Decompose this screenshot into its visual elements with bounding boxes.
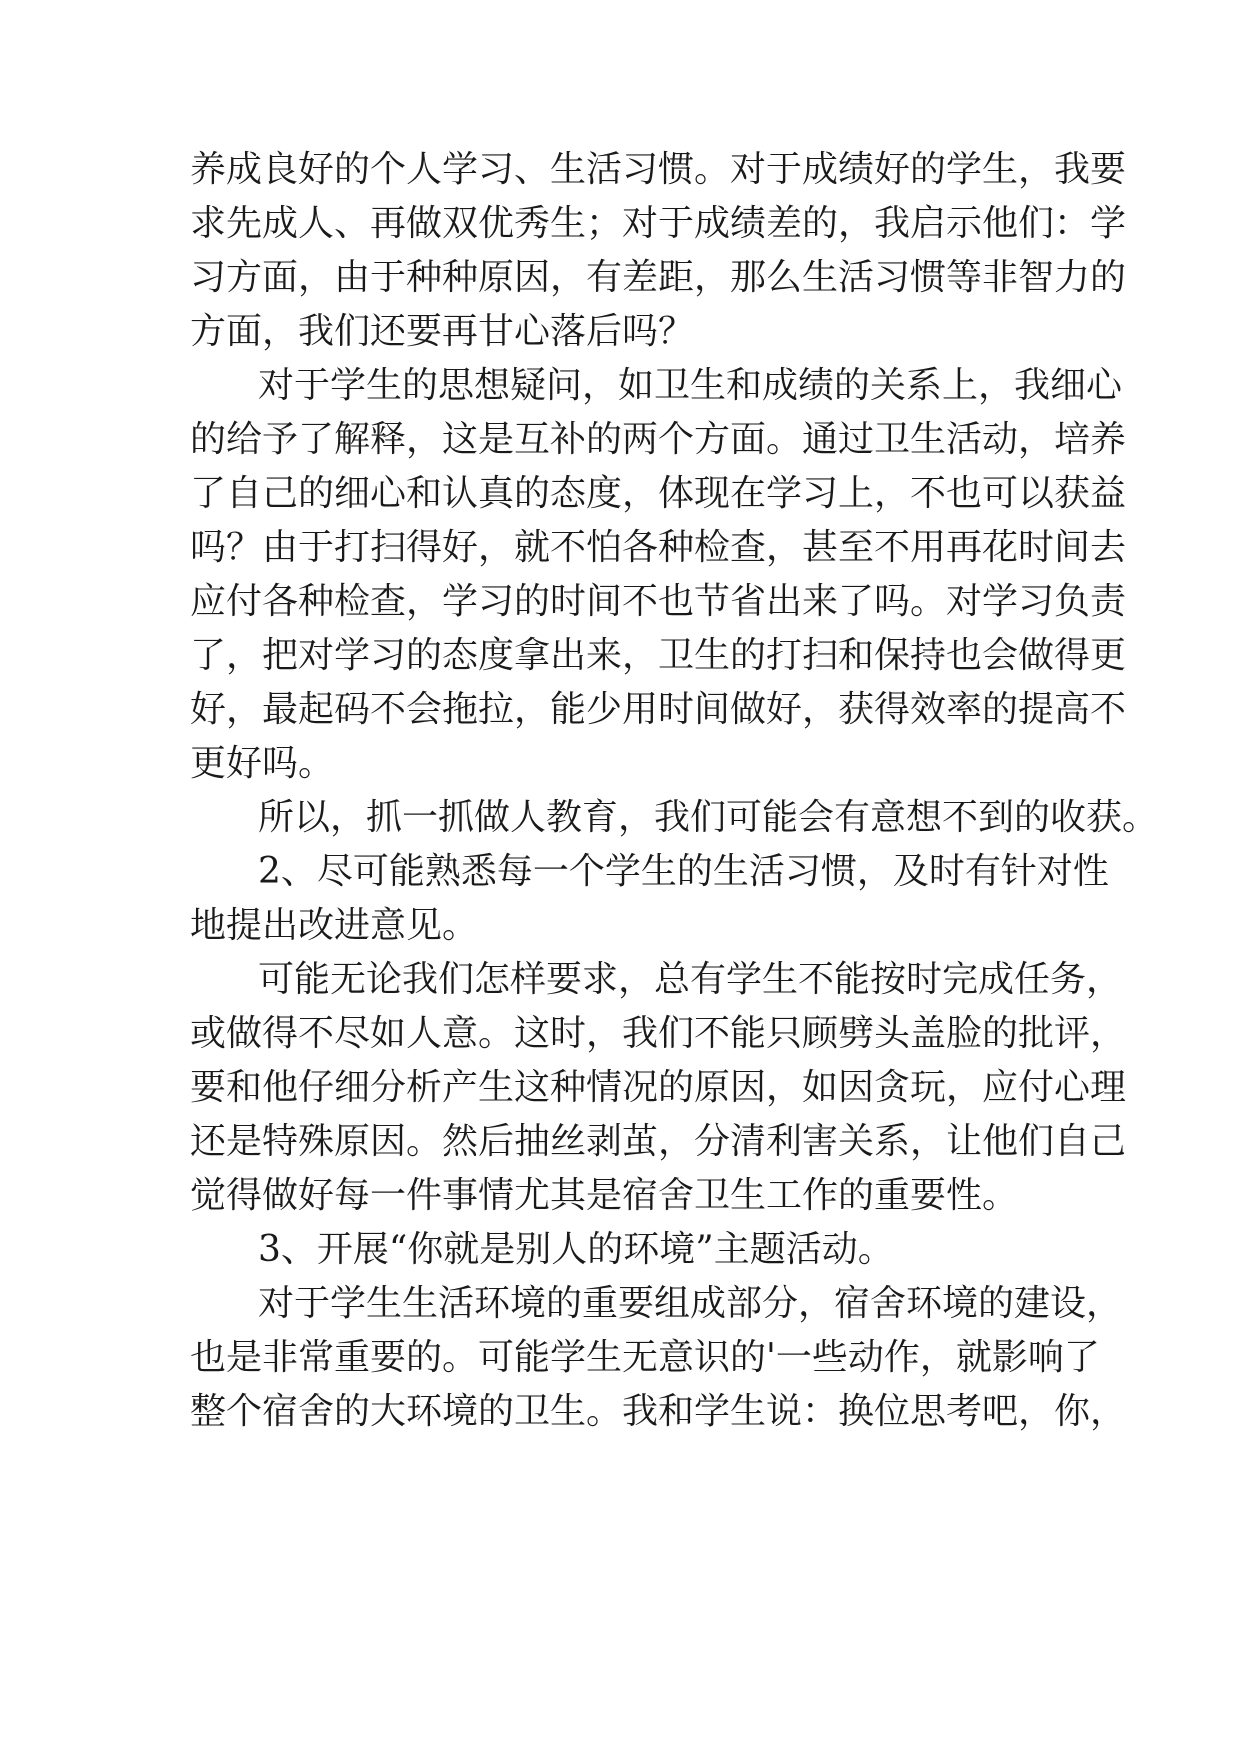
text-line: 要和他仔细分析产生这种情况的原因，如因贪玩，应付心理 [190, 1067, 1127, 1108]
paragraph-first-line: 可能无论我们怎样要求，总有学生不能按时完成任务， [258, 959, 1123, 1000]
section-heading-2: 2、尽可能熟悉每一个学生的生活习惯，及时有针对性 [258, 851, 1109, 892]
text-line: 应付各种检查，学习的时间不也节省出来了吗。对学习负责 [190, 581, 1127, 622]
text-line: 习方面，由于种种原因，有差距，那么生活习惯等非智力的 [190, 257, 1127, 298]
text-line: 地提出改进意见。 [190, 905, 479, 946]
text-line: 觉得做好每一件事情尤其是宿舍卫生工作的重要性。 [190, 1175, 1019, 1216]
text-line: 还是特殊原因。然后抽丝剥茧，分清利害关系，让他们自己 [190, 1121, 1127, 1162]
text-line: 也是非常重要的。可能学生无意识的'一些动作，就影响了 [190, 1337, 1100, 1378]
text-line: 好，最起码不会拖拉，能少用时间做好，获得效率的提高不 [190, 689, 1127, 730]
text-line: 吗？由于打扫得好，就不怕各种检查，甚至不用再花时间去 [190, 527, 1127, 568]
text-line: 了，把对学习的态度拿出来，卫生的打扫和保持也会做得更 [190, 635, 1127, 676]
text-line: 的给予了解释，这是互补的两个方面。通过卫生活动，培养 [190, 419, 1127, 460]
text-line: 整个宿舍的大环境的卫生。我和学生说：换位思考吧，你， [190, 1391, 1127, 1432]
paragraph-first-line: 所以，抓一抓做人教育，我们可能会有意想不到的收获。 [258, 797, 1159, 838]
text-line: 了自己的细心和认真的态度，体现在学习上，不也可以获益 [190, 473, 1127, 514]
section-heading-3: 3、开展“你就是别人的环境”主题活动。 [258, 1229, 894, 1270]
text-line: 求先成人、再做双优秀生；对于成绩差的，我启示他们：学 [190, 203, 1127, 244]
paragraph-first-line: 对于学生的思想疑问，如卫生和成绩的关系上，我细心 [258, 365, 1123, 406]
text-line: 方面，我们还要再甘心落后吗？ [190, 311, 695, 352]
text-line: 养成良好的个人学习、生活习惯。对于成绩好的学生，我要 [190, 149, 1127, 190]
text-line: 或做得不尽如人意。这时，我们不能只顾劈头盖脸的批评， [190, 1013, 1127, 1054]
text-line: 更好吗。 [190, 743, 335, 784]
paragraph-first-line: 对于学生生活环境的重要组成部分，宿舍环境的建设， [258, 1283, 1123, 1324]
